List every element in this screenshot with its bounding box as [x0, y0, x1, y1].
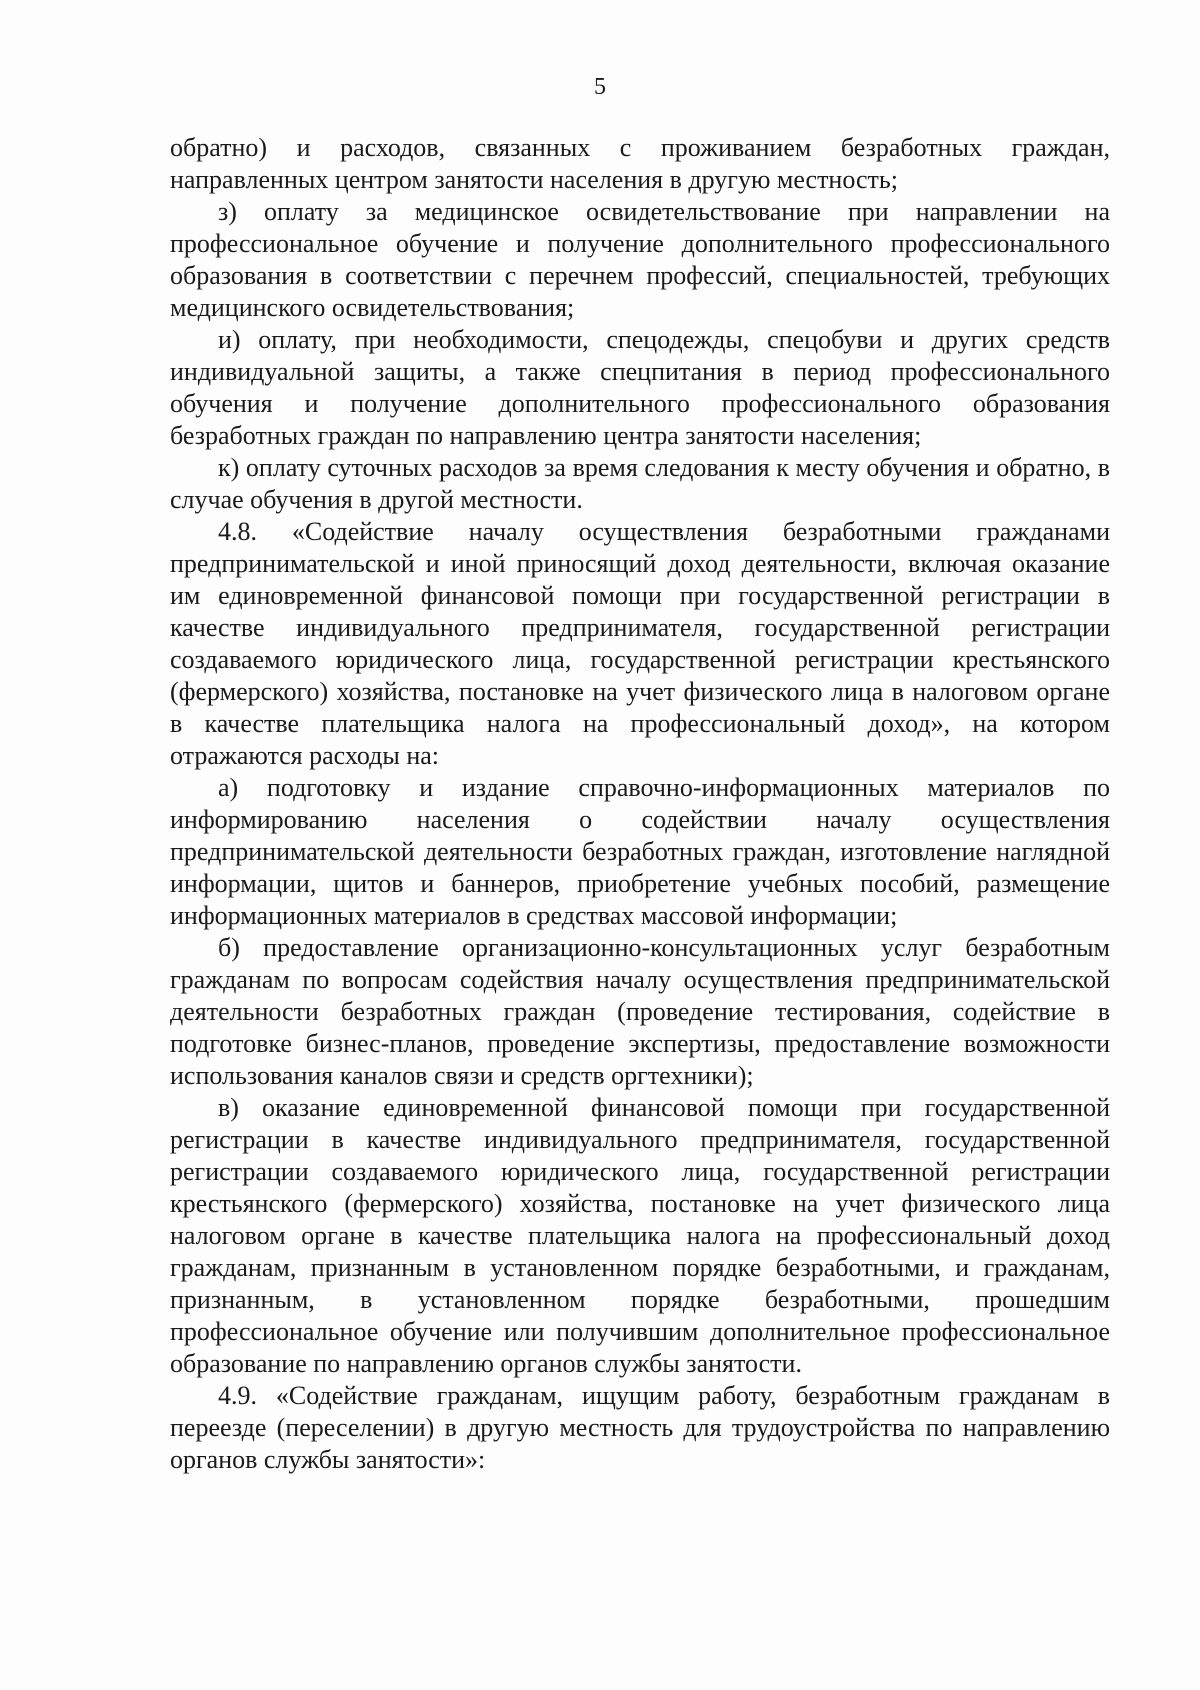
paragraph-item-i: и) оплату, при необходимости, спецодежды, спецобуви и других средств индивидуальной защиты, а также спецпитания в период профессионального обучения и получение дополнительного профессионального образования безработных граждан по направлению центра занятости населения; — [170, 325, 1110, 450]
document-body — [170, 132, 1110, 1476]
paragraph-section-4-8: 4.8. «Содействие началу осуществления безработными гражданами предпринимательской и иной приносящий доход деятельности, включая оказание им единовременной финансовой помощи при государственной регистрации в качестве индивидуального предпринимателя, государственной регистрации создаваемого юридического лица, государственной регистрации крестьянского (фермерского) хозяйства, постановке на учет физического лица в налоговом органе в качестве плательщика налога на профессиональный доход», на котором отражаются расходы на: — [170, 517, 1110, 770]
paragraph-item-a: а) подготовку и издание справочно-информационных материалов по информированию населения о содействии началу осуществления предпринимательской деятельности безработных граждан, изготовление наглядной информации, щитов и баннеров, приобретение учебных пособий, размещение информационных материалов в средствах массовой информации; — [170, 773, 1110, 930]
paragraph-item-k: к) оплату суточных расходов за время следования к месту обучения и обратно, в случае обучения в другой местности. — [170, 453, 1110, 514]
paragraph-section-4-9: 4.9. «Содействие гражданам, ищущим работу, безработным гражданам в переезде (переселении) в другую местность для трудоустройства по направлению органов службы занятости»: — [170, 1381, 1110, 1474]
paragraph-item-v: в) оказание единовременной финансовой помощи при государственной регистрации в качестве индивидуального предпринимателя, государственной регистрации создаваемого юридического лица, государственной регистрации крестьянского (фермерского) хозяйства, постановке на учет физического лица налоговом органе в качестве плательщика налога на профессиональный доход гражданам, признанным в установленном порядке безработными, и гражданам, признанным, в установленном порядке безработными, прошедшим профессиональное обучение или получившим дополнительное профессиональное образование по направлению органов службы занятости. — [170, 1093, 1110, 1378]
paragraph-continuation: обратно) и расходов, связанных с проживанием безработных граждан, направленных центром занятости населения в другую местность; — [170, 133, 1110, 194]
page-number: 5 — [594, 74, 606, 100]
paragraph-item-z: з) оплату за медицинское освидетельствование при направлении на профессиональное обучение и получение дополнительного профессионального образования в соответствии с перечнем профессий, специальностей, требующих медицинского освидетельствования; — [170, 197, 1110, 322]
paragraph-item-b: б) предоставление организационно-консультационных услуг безработным гражданам по вопросам содействия началу осуществления предпринимательской деятельности безработных граждан (проведение тестирования, содействие в подготовке бизнес-планов, проведение экспертизы, предоставление возможности использования каналов связи и средств оргтехники); — [170, 933, 1110, 1090]
